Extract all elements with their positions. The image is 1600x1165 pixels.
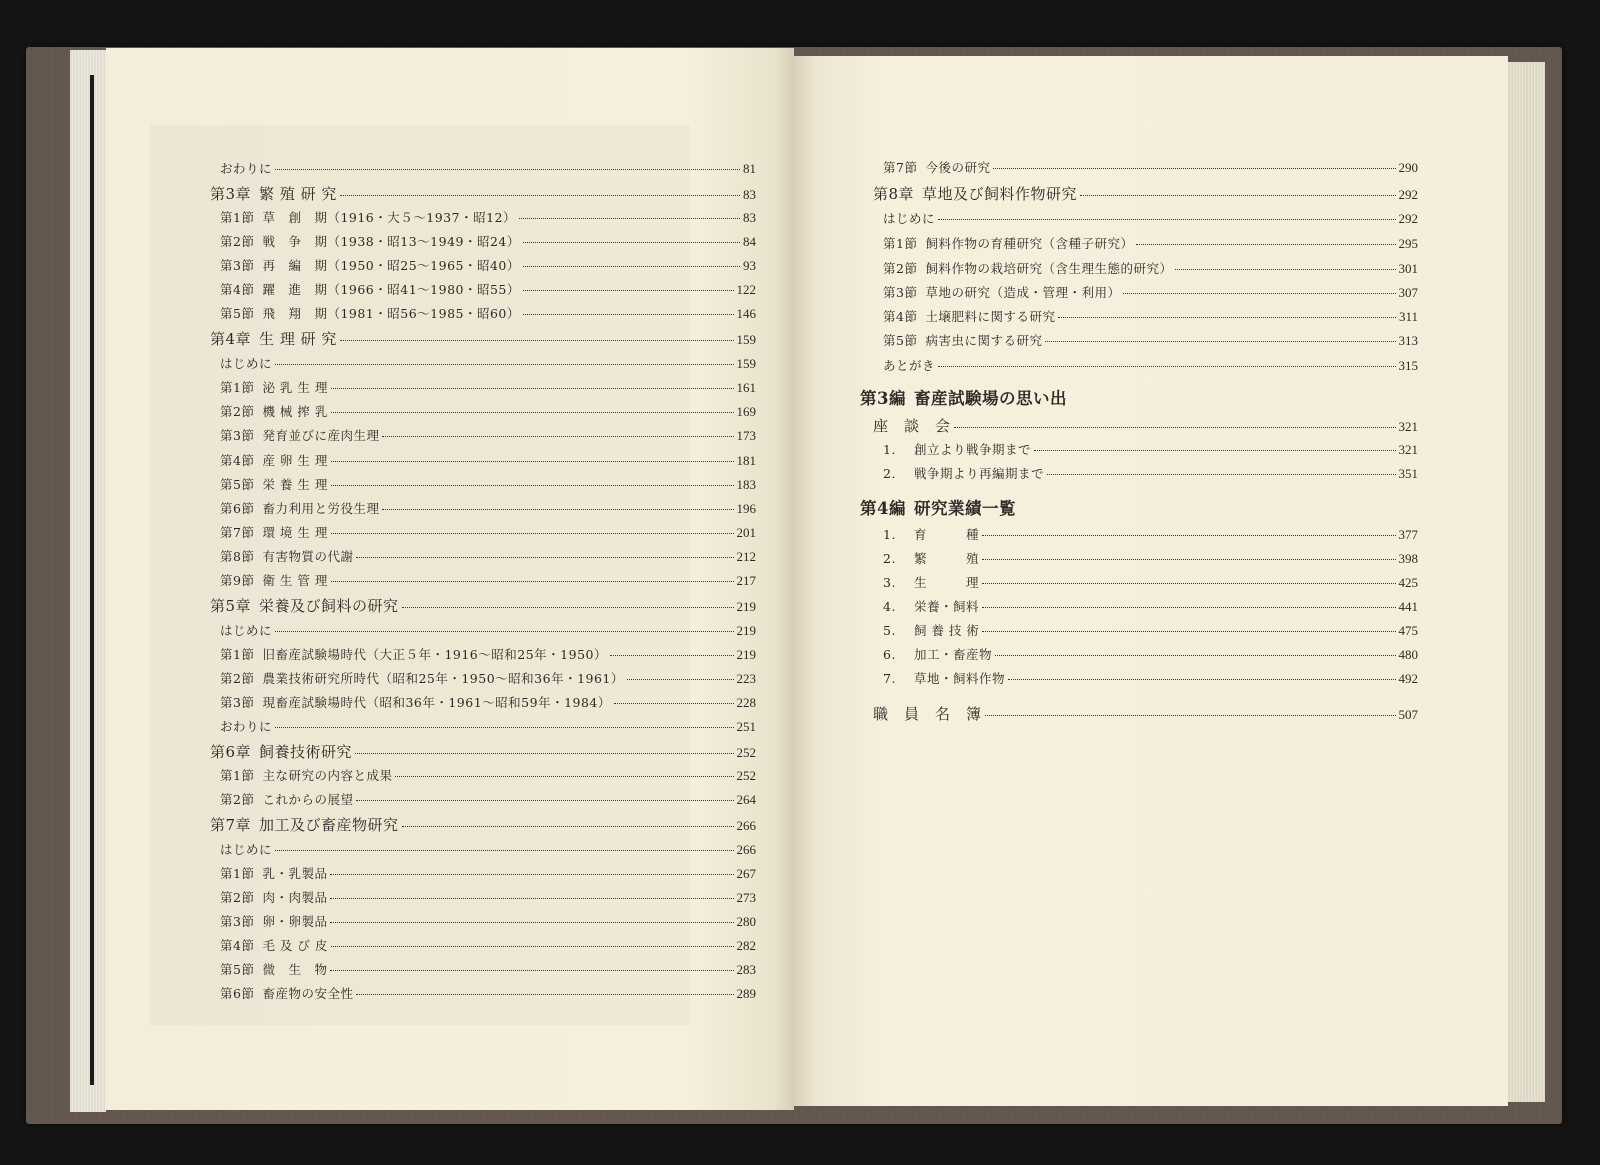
toc-title: 草地の研究（造成・管理・利用） (925, 285, 1121, 300)
toc-title: はじめに (220, 623, 273, 638)
toc-title: 生 理 (913, 575, 979, 590)
leader-dots (523, 266, 740, 267)
toc-title: 栄 養 生 理 (262, 477, 328, 492)
leader-dots (275, 364, 733, 365)
toc-page-number: 217 (736, 573, 756, 588)
toc-title: 再 編 期（1950・昭25～1965・昭40） (262, 258, 520, 273)
toc-title: おわりに (220, 161, 273, 176)
toc-entry (883, 645, 1418, 665)
toc-label: 4. (883, 599, 896, 614)
toc-entry (220, 669, 756, 689)
toc-page-number: 492 (1398, 671, 1418, 686)
toc-page-number: 201 (736, 525, 756, 540)
toc-entry (220, 717, 756, 737)
toc-page-number: 212 (736, 549, 756, 564)
toc-title: 草地・飼料作物 (913, 671, 1005, 686)
toc-entry (883, 525, 1418, 545)
toc-title: 卵・卵製品 (262, 914, 328, 929)
toc-page-number: 81 (743, 161, 756, 176)
toc-label: 第4節 (220, 282, 255, 297)
toc-page-number: 425 (1398, 575, 1418, 590)
toc-label: 第7節 (220, 525, 255, 540)
toc-entry (883, 234, 1418, 254)
toc-label: 第2節 (220, 404, 255, 419)
toc-title: はじめに (220, 842, 273, 857)
toc-entry (883, 209, 1418, 229)
leader-dots (402, 607, 734, 608)
toc-entry (220, 208, 756, 228)
toc-title: 旧畜産試験場時代（大正５年・1916～昭和25年・1950） (262, 647, 607, 662)
leader-dots (331, 485, 734, 486)
toc-title: 創立より戦争期まで (913, 442, 1031, 457)
leader-dots (330, 970, 733, 971)
leader-dots (331, 533, 734, 534)
toc-title: 衛 生 管 理 (262, 573, 328, 588)
toc-title: 畜産物の安全性 (262, 986, 354, 1001)
toc-title: 乳・乳製品 (262, 866, 328, 881)
toc-title: 飼 養 技 術 (913, 623, 980, 638)
toc-label: 第5節 (883, 333, 918, 348)
toc-title: 草地及び飼料作物研究 (922, 185, 1078, 203)
toc-page-number: 398 (1398, 551, 1418, 566)
toc-label: 第1節 (220, 768, 255, 783)
toc-label: 第3節 (220, 914, 255, 929)
toc-page-number: 146 (736, 306, 756, 321)
leader-dots (330, 874, 733, 875)
leader-dots (331, 581, 734, 582)
toc-title: 加工・畜産物 (913, 647, 992, 662)
toc-page-number: 93 (743, 258, 756, 273)
leader-dots (382, 436, 733, 437)
toc-page-number: 290 (1398, 160, 1418, 175)
toc-title: はじめに (220, 356, 273, 371)
toc-title: はじめに (883, 211, 936, 226)
toc-entry (883, 621, 1418, 641)
toc-title: 有害物質の代謝 (262, 549, 354, 564)
leader-dots (1047, 474, 1396, 475)
toc-title: おわりに (220, 719, 273, 734)
toc-entry (220, 159, 756, 179)
toc-label: 第3節 (220, 428, 255, 443)
page-edges-left (70, 50, 106, 1112)
leader-dots (523, 290, 734, 291)
toc-title: 環 境 生 理 (262, 525, 328, 540)
toc-entry (220, 475, 756, 495)
leader-dots (1123, 293, 1395, 294)
toc-entry (883, 440, 1418, 460)
toc-page-number: 311 (1398, 309, 1418, 324)
toc-label: 第1節 (220, 380, 255, 395)
toc-label: 第3節 (220, 258, 255, 273)
leader-dots (331, 412, 734, 413)
toc-label: 2. (883, 551, 896, 566)
toc-entry (220, 280, 756, 300)
toc-entry (873, 416, 1418, 436)
toc-entry (220, 402, 756, 422)
toc-page-number: 83 (743, 210, 756, 225)
toc-entry (873, 184, 1418, 204)
leader-dots (982, 583, 1396, 584)
toc-label: 第9節 (220, 573, 255, 588)
toc-entry (210, 329, 756, 349)
toc-title: 農業技術研究所時代（昭和25年・1950～昭和36年・1961） (262, 671, 624, 686)
leader-dots (982, 535, 1396, 536)
toc-title: 微 生 物 (262, 962, 328, 977)
toc-label: 6. (883, 647, 896, 662)
toc-entry (883, 259, 1418, 279)
leader-dots (330, 922, 733, 923)
leader-dots (523, 242, 740, 243)
leader-dots (356, 800, 733, 801)
toc-entry (220, 936, 756, 956)
toc-title: 発育並びに産肉生理 (262, 428, 380, 443)
leader-dots (356, 557, 733, 558)
leader-dots (331, 461, 734, 462)
toc-page-number: 84 (743, 234, 756, 249)
toc-entry (220, 984, 756, 1004)
toc-label: 第6節 (220, 501, 255, 516)
toc-entry (220, 645, 756, 665)
leader-dots (356, 994, 733, 995)
toc-page-number: 301 (1398, 261, 1418, 276)
leader-dots (340, 340, 734, 341)
toc-entry (883, 597, 1418, 617)
toc-entry (220, 378, 756, 398)
toc-label: 第2節 (220, 792, 255, 807)
toc-label: 第8節 (220, 549, 255, 564)
toc-entry (220, 790, 756, 810)
toc-entry (873, 704, 1418, 724)
toc-entry (883, 331, 1418, 351)
toc-entry (220, 912, 756, 932)
toc-entry (883, 573, 1418, 593)
toc-title: 飼料作物の育種研究（含種子研究） (925, 236, 1134, 251)
toc-page-number: 441 (1398, 599, 1418, 614)
toc-page-number: 252 (736, 768, 756, 783)
toc-label: 第3章 (210, 185, 252, 203)
toc-page-number: 283 (736, 962, 756, 977)
leader-dots (402, 826, 734, 827)
toc-label: 1. (883, 527, 896, 542)
toc-title: 職 員 名 簿 (873, 705, 982, 723)
toc-title: 泌 乳 生 理 (262, 380, 328, 395)
leader-dots (1080, 195, 1395, 196)
toc-entry (883, 283, 1418, 303)
toc-label: 2. (883, 466, 896, 481)
toc-entry (883, 464, 1418, 484)
toc-page-number: 173 (736, 428, 756, 443)
toc-page-number: 377 (1398, 527, 1418, 542)
toc-title: 生 理 研 究 (259, 330, 337, 348)
toc-page-number: 122 (736, 282, 756, 297)
toc-page-number: 475 (1398, 623, 1418, 638)
toc-label: 5. (883, 623, 896, 638)
page-edges-right (1505, 62, 1545, 1102)
toc-title: 繁 殖 研 究 (259, 185, 337, 203)
toc-title: 機 械 搾 乳 (262, 404, 328, 419)
toc-page-number: 83 (743, 187, 756, 202)
toc-page-number: 251 (736, 719, 756, 734)
toc-page-number: 321 (1398, 419, 1418, 434)
toc-page-number: 159 (736, 356, 756, 371)
toc-page-number: 507 (1398, 707, 1418, 722)
leader-dots (1045, 341, 1395, 342)
toc-title: 草 創 期（1916・大５～1937・昭12） (262, 210, 516, 225)
toc-title: 畜力利用と労役生理 (262, 501, 380, 516)
leader-dots (275, 169, 740, 170)
toc-page-number: 315 (1398, 358, 1418, 373)
toc-label: 第2節 (220, 234, 255, 249)
toc-title: 繁 殖 (913, 551, 979, 566)
leader-dots (275, 850, 733, 851)
toc-page-number: 223 (736, 671, 756, 686)
toc-label: 1. (883, 442, 896, 457)
toc-label: 第1節 (220, 866, 255, 881)
toc-page-number: 264 (736, 792, 756, 807)
toc-title: 躍 進 期（1966・昭41～1980・昭55） (262, 282, 520, 297)
toc-entry (220, 256, 756, 276)
toc-entry (220, 864, 756, 884)
leader-dots (1136, 244, 1395, 245)
toc-page-number: 273 (736, 890, 756, 905)
toc-label: 第2節 (883, 261, 918, 276)
toc-label: 第5章 (210, 597, 252, 615)
toc-entry (220, 766, 756, 786)
toc-page-number: 280 (736, 914, 756, 929)
toc-page-number: 307 (1398, 285, 1418, 300)
toc-title: 栄養及び飼料の研究 (259, 597, 399, 615)
toc-page-number: 266 (736, 842, 756, 857)
leader-dots (519, 218, 740, 219)
leader-dots (938, 219, 1395, 220)
leader-dots (954, 427, 1396, 428)
toc-title: 育 種 (913, 527, 979, 542)
leader-dots (985, 715, 1396, 716)
toc-title: 戦争期より再編期まで (913, 466, 1044, 481)
toc-entry (220, 499, 756, 519)
leader-dots (523, 314, 734, 315)
toc-title: 主な研究の内容と成果 (262, 768, 393, 783)
leader-dots (1008, 679, 1396, 680)
toc-title: 現畜産試験場時代（昭和36年・1961～昭和59年・1984） (262, 695, 611, 710)
toc-entry (210, 184, 756, 204)
leader-dots (1175, 269, 1395, 270)
toc-page-number: 196 (736, 501, 756, 516)
toc-page-number: 282 (736, 938, 756, 953)
toc-entry (220, 693, 756, 713)
toc-label: 第8章 (873, 185, 915, 203)
toc-page-number: 292 (1398, 211, 1418, 226)
toc-page-number: 267 (736, 866, 756, 881)
leader-dots (982, 607, 1396, 608)
toc-title: 肉・肉製品 (262, 890, 328, 905)
toc-label: 第4節 (220, 453, 255, 468)
toc-label: 第3節 (883, 285, 918, 300)
toc-page-number: 219 (736, 623, 756, 638)
leader-dots (938, 366, 1395, 367)
toc-page-number: 183 (736, 477, 756, 492)
leader-dots (1058, 317, 1396, 318)
toc-title: 研究業績一覧 (913, 499, 1016, 518)
toc-entry (220, 888, 756, 908)
page-marker-strip (90, 75, 94, 1085)
toc-page-number: 480 (1398, 647, 1418, 662)
toc-title: 座 談 会 (873, 417, 951, 435)
leader-dots (982, 631, 1395, 632)
toc-entry (220, 840, 756, 860)
toc-title: 畜産試験場の思い出 (913, 389, 1067, 408)
toc-entry (220, 960, 756, 980)
toc-label: 第1節 (883, 236, 918, 251)
toc-title: 戦 争 期（1938・昭13～1949・昭24） (262, 234, 520, 249)
toc-page-number: 321 (1398, 442, 1418, 457)
toc-entry (210, 596, 756, 616)
toc-title: 飼料作物の栽培研究（含生理生態的研究） (925, 261, 1173, 276)
toc-label: 第5節 (220, 306, 255, 321)
toc-page-number: 351 (1398, 466, 1418, 481)
toc-label: 第7章 (210, 816, 252, 834)
toc-page-number: 219 (736, 647, 756, 662)
toc-page-number: 159 (736, 332, 756, 347)
leader-dots (275, 631, 733, 632)
toc-label: 第1節 (220, 647, 255, 662)
toc-title: 土壌肥料に関する研究 (925, 309, 1056, 324)
toc-page-number: 219 (736, 599, 756, 614)
leader-dots (982, 559, 1396, 560)
toc-entry (220, 621, 756, 641)
toc-entry (883, 356, 1418, 376)
toc-label: 第4編 (860, 499, 906, 518)
toc-entry (860, 389, 1418, 409)
leader-dots (1034, 450, 1396, 451)
toc-page-number: 289 (736, 986, 756, 1001)
toc-entry (220, 354, 756, 374)
toc-title: 栄養・飼料 (913, 599, 979, 614)
toc-title: これからの展望 (262, 792, 354, 807)
leader-dots (627, 679, 734, 680)
toc-page-number: 161 (736, 380, 756, 395)
leader-dots (340, 195, 740, 196)
toc-title: 病害虫に関する研究 (925, 333, 1043, 348)
toc-label: 第1節 (220, 210, 255, 225)
toc-entry (210, 815, 756, 835)
toc-label: 第3節 (220, 695, 255, 710)
toc-entry (220, 451, 756, 471)
leader-dots (993, 168, 1395, 169)
toc-label: 7. (883, 671, 896, 686)
toc-title: 加工及び畜産物研究 (259, 816, 399, 834)
toc-page-number: 181 (736, 453, 756, 468)
toc-entry (220, 523, 756, 543)
toc-page-number: 169 (736, 404, 756, 419)
toc-label: 3. (883, 575, 896, 590)
toc-title: 飛 翔 期（1981・昭56～1985・昭60） (262, 306, 520, 321)
leader-dots (614, 703, 734, 704)
leader-dots (995, 655, 1396, 656)
toc-entry (883, 669, 1418, 689)
toc-label: 第4節 (883, 309, 918, 324)
toc-entry (210, 742, 756, 762)
toc-page-number: 295 (1398, 236, 1418, 251)
toc-page-number: 292 (1398, 187, 1418, 202)
toc-label: 第4章 (210, 330, 252, 348)
toc-entry (860, 499, 1418, 519)
leader-dots (395, 776, 733, 777)
toc-page-number: 266 (736, 818, 756, 833)
toc-entry (883, 549, 1418, 569)
toc-page-number: 252 (736, 745, 756, 760)
toc-entry (220, 426, 756, 446)
toc-title: 毛 及 び 皮 (262, 938, 328, 953)
toc-entry (220, 232, 756, 252)
toc-entry (883, 307, 1418, 327)
toc-title: 今後の研究 (925, 160, 991, 175)
toc-label: 第7節 (883, 160, 918, 175)
toc-title: 産 卵 生 理 (262, 453, 328, 468)
toc-label: 第3編 (860, 389, 906, 408)
leader-dots (355, 753, 733, 754)
leader-dots (330, 898, 733, 899)
toc-entry (220, 571, 756, 591)
leader-dots (331, 388, 734, 389)
leader-dots (275, 727, 733, 728)
toc-page-number: 313 (1398, 333, 1418, 348)
toc-label: 第2節 (220, 890, 255, 905)
leader-dots (331, 946, 734, 947)
toc-page-number: 228 (736, 695, 756, 710)
toc-label: 第4節 (220, 938, 255, 953)
leader-dots (610, 655, 734, 656)
toc-entry (220, 304, 756, 324)
toc-entry (883, 158, 1418, 178)
toc-label: 第2節 (220, 671, 255, 686)
toc-label: 第5節 (220, 962, 255, 977)
toc-label: 第6節 (220, 986, 255, 1001)
toc-label: 第6章 (210, 743, 252, 761)
toc-title: あとがき (883, 358, 936, 373)
toc-label: 第5節 (220, 477, 255, 492)
toc-entry (220, 547, 756, 567)
leader-dots (382, 509, 733, 510)
toc-title: 飼養技術研究 (259, 743, 353, 761)
